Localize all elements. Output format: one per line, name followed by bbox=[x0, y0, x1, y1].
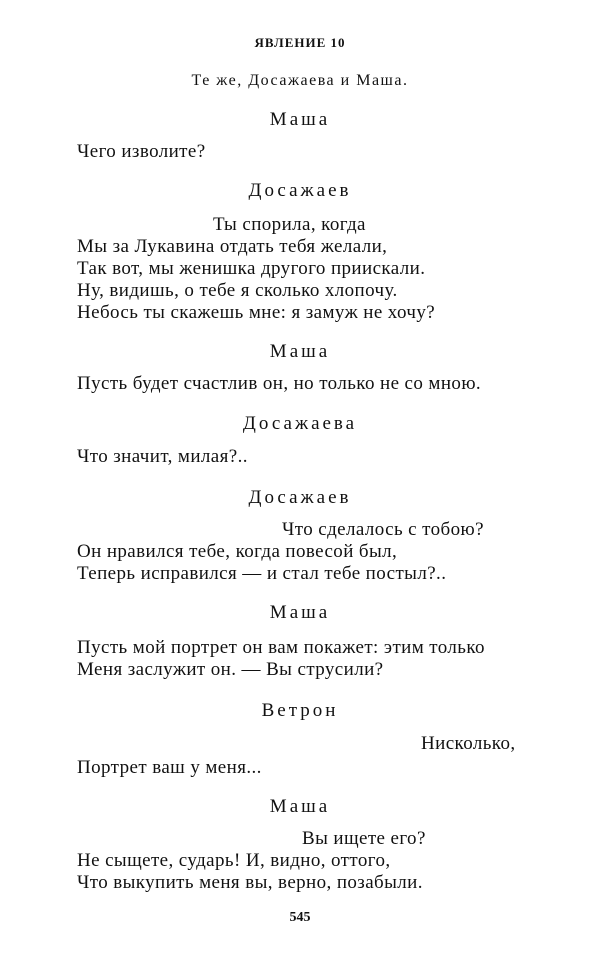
speaker-name: Досажаева bbox=[242, 413, 358, 434]
verse-line: Ты спорила, когда bbox=[213, 214, 366, 235]
verse-line: Меня заслужит он. — Вы струсили? bbox=[77, 659, 384, 680]
page-number: 545 bbox=[289, 910, 311, 925]
verse-line: Портрет ваш у меня... bbox=[77, 757, 262, 778]
verse-line: Пусть мой портрет он вам покажет: этим только bbox=[77, 637, 485, 658]
verse-line: Теперь исправился — и стал тебе постыл?.. bbox=[77, 563, 447, 584]
verse-line: Мы за Лукавина отдать тебя желали, bbox=[77, 236, 388, 257]
verse-line: Что выкупить меня вы, верно, позабыли. bbox=[77, 872, 423, 893]
verse-line: Так вот, мы женишка другого приискали. bbox=[77, 258, 426, 279]
verse-line: Пусть будет счастлив он, но только не со мною. bbox=[77, 373, 482, 394]
speaker-name: Маша bbox=[269, 796, 331, 817]
verse-line: Ну, видишь, о тебе я сколько хлопочу. bbox=[77, 280, 398, 301]
speaker-name: Маша bbox=[269, 341, 331, 362]
stage-direction: Те же, Досажаева и Маша. bbox=[191, 72, 409, 89]
speaker-name: Маша bbox=[269, 109, 331, 130]
verse-line: Не сыщете, сударь! И, видно, оттого, bbox=[77, 850, 391, 871]
speaker-name: Ветрон bbox=[261, 700, 339, 721]
speaker-name: Маша bbox=[269, 602, 331, 623]
verse-line: Нисколько, bbox=[421, 733, 516, 754]
verse-line: Небось ты скажешь мне: я замуж не хочу? bbox=[77, 302, 436, 323]
verse-line: Что сделалось с тобою? bbox=[282, 519, 484, 540]
verse-line: Вы ищете его? bbox=[302, 828, 426, 849]
verse-line: Он нравился тебе, когда повесой был, bbox=[77, 541, 398, 562]
verse-line: Чего изволите? bbox=[77, 141, 206, 162]
scene-title: ЯВЛЕНИЕ 10 bbox=[254, 35, 346, 50]
speaker-name: Досажаев bbox=[248, 180, 352, 201]
speaker-name: Досажаев bbox=[248, 487, 352, 508]
verse-line: Что значит, милая?.. bbox=[77, 446, 248, 467]
